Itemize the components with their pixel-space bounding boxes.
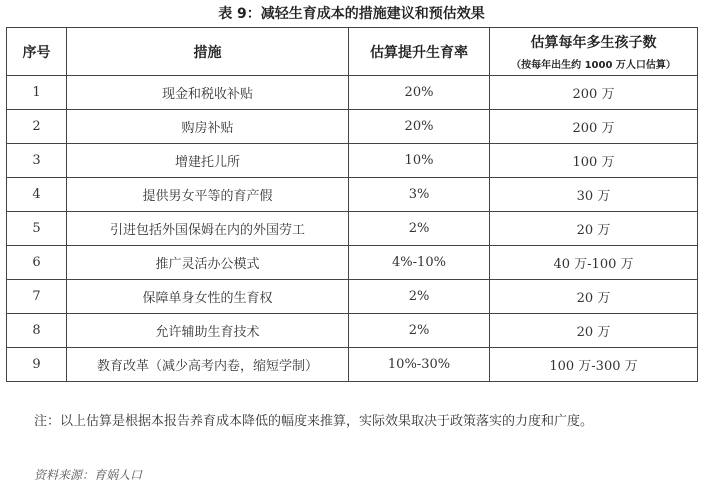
table-row (7, 280, 698, 314)
cell-births: 30 万 (490, 178, 698, 212)
measures-table (6, 27, 698, 382)
cell-no: 9 (7, 348, 67, 382)
source-line: 资料来源：育娲人口 (34, 468, 143, 482)
cell-measure: 购房补贴 (67, 110, 349, 144)
header-births (490, 28, 698, 76)
cell-births: 200 万 (490, 110, 698, 144)
cell-measure: 增建托儿所 (67, 144, 349, 178)
cell-births: 20 万 (490, 212, 698, 246)
cell-rate: 20% (349, 110, 490, 144)
cell-rate: 20% (349, 76, 490, 110)
cell-rate: 4%-10% (349, 246, 490, 280)
cell-rate: 10% (349, 144, 490, 178)
footnote: 注：以上估算是根据本报告养育成本降低的幅度来推算，实际效果取决于政策落实的力度和广度。 (34, 414, 594, 429)
cell-measure: 保障单身女性的生育权 (67, 280, 349, 314)
table-header-row (7, 28, 698, 76)
cell-measure: 提供男女平等的育产假 (67, 178, 349, 212)
cell-measure: 引进包括外国保姆在内的外国劳工 (67, 212, 349, 246)
cell-no: 1 (7, 76, 67, 110)
table-row (7, 110, 698, 144)
cell-no: 2 (7, 110, 67, 144)
cell-births: 200 万 (490, 76, 698, 110)
table-row (7, 178, 698, 212)
cell-measure: 现金和税收补贴 (67, 76, 349, 110)
cell-rate: 3% (349, 178, 490, 212)
cell-rate: 10%-30% (349, 348, 490, 382)
table-row (7, 348, 698, 382)
cell-births: 20 万 (490, 280, 698, 314)
cell-rate: 2% (349, 280, 490, 314)
cell-no: 7 (7, 280, 67, 314)
cell-measure: 教育改革（减少高考内卷，缩短学制） (67, 348, 349, 382)
table-row (7, 314, 698, 348)
table-row (7, 212, 698, 246)
header-births-label: 估算每年多生孩子数 (530, 35, 657, 51)
cell-measure: 推广灵活办公模式 (67, 246, 349, 280)
cell-births: 100 万 (490, 144, 698, 178)
cell-no: 6 (7, 246, 67, 280)
cell-no: 5 (7, 212, 67, 246)
header-no: 序号 (7, 28, 67, 76)
cell-births: 40 万-100 万 (490, 246, 698, 280)
cell-no: 4 (7, 178, 67, 212)
cell-births: 100 万-300 万 (490, 348, 698, 382)
table-row (7, 76, 698, 110)
cell-births: 20 万 (490, 314, 698, 348)
table-row (7, 246, 698, 280)
cell-rate: 2% (349, 212, 490, 246)
table-title: 表 9：减轻生育成本的措施建议和预估效果 (218, 6, 485, 22)
table-row (7, 144, 698, 178)
cell-no: 3 (7, 144, 67, 178)
header-measure: 措施 (67, 28, 349, 76)
header-rate: 估算提升生育率 (349, 28, 490, 76)
cell-rate: 2% (349, 314, 490, 348)
cell-no: 8 (7, 314, 67, 348)
cell-measure: 允许辅助生育技术 (67, 314, 349, 348)
header-births-note: （按每年出生约 1000 万人口估算） (511, 60, 676, 71)
